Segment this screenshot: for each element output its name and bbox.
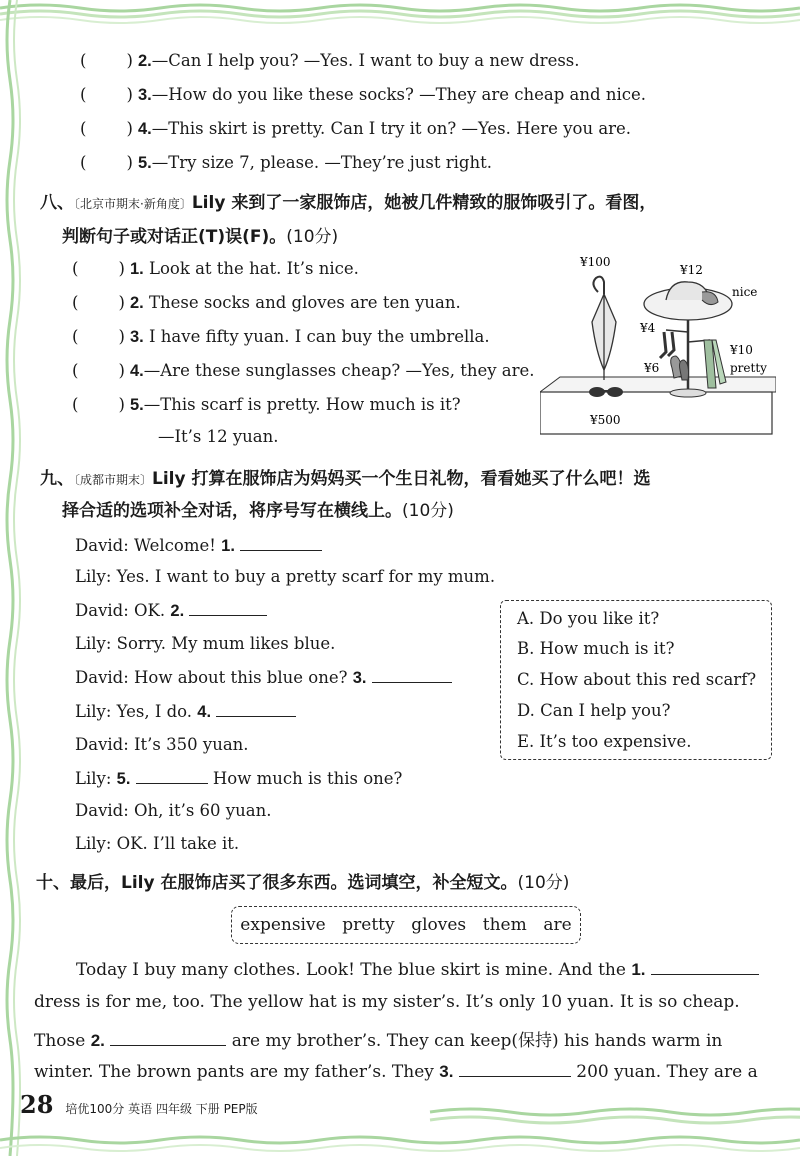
passage-line-3: Those 2. are my brother’s. They can keep(保持) his hands warm in bbox=[34, 1031, 723, 1051]
item-text: —Try size 7, please. —They’re just right. bbox=[151, 153, 492, 172]
price-umbrella: ¥100 bbox=[580, 255, 611, 269]
p8-item-3 bbox=[72, 326, 490, 348]
item-number: 3. bbox=[130, 328, 144, 346]
part10-heading: 十、最后，Lily 在服饰店买了很多东西。选词填空，补全短文。(10分) bbox=[36, 873, 570, 893]
answer-bracket[interactable]: ( ) bbox=[72, 327, 125, 346]
answer-bracket[interactable]: ( ) bbox=[80, 85, 133, 104]
answer-blank[interactable] bbox=[189, 599, 267, 616]
gloves-icon bbox=[671, 356, 689, 380]
item-number: 4. bbox=[138, 120, 152, 138]
p7-item-5 bbox=[80, 152, 492, 174]
price-gloves: ¥6 bbox=[644, 361, 660, 375]
dialog-line: Lily: OK. I’ll take it. bbox=[75, 834, 240, 853]
item-number: 5. bbox=[130, 396, 144, 414]
answer-blank[interactable] bbox=[216, 700, 296, 717]
score: (10分) bbox=[402, 501, 454, 521]
word-option: them bbox=[482, 915, 527, 935]
item-number: 5. bbox=[138, 154, 152, 172]
price-socks: ¥4 bbox=[640, 321, 656, 335]
answer-bracket[interactable]: ( ) bbox=[80, 119, 133, 138]
item-text: These socks and gloves are ten yuan. bbox=[149, 293, 461, 312]
passage-line-4: winter. The brown pants are my father’s. They 3. 200 yuan. They are a bbox=[34, 1062, 758, 1082]
dialog-line: David: It’s 350 yuan. bbox=[75, 735, 249, 754]
answer-bracket[interactable]: ( ) bbox=[80, 153, 133, 172]
score: (10分) bbox=[286, 227, 339, 247]
answer-blank[interactable] bbox=[136, 767, 208, 784]
p8-item-5-line2: —It’s 12 yuan. bbox=[158, 427, 279, 446]
score: (10分) bbox=[517, 873, 570, 893]
p8-item-2 bbox=[72, 292, 461, 314]
item-number: 1. bbox=[130, 260, 144, 278]
word-bank bbox=[231, 906, 581, 944]
item-text: I have fifty yuan. I can buy the umbrella. bbox=[149, 327, 490, 346]
answer-bracket[interactable]: ( ) bbox=[80, 51, 133, 70]
option-a: A. Do you like it? bbox=[517, 609, 660, 628]
item-text: Look at the hat. It’s nice. bbox=[149, 259, 359, 278]
dialog-line: David: Welcome! 1. bbox=[75, 534, 322, 557]
answer-bracket[interactable]: ( ) bbox=[72, 361, 125, 380]
item-text: —Can I help you? —Yes. I want to buy a new dress. bbox=[151, 51, 580, 70]
item-text: —How do you like these socks? —They are cheap and nice. bbox=[151, 85, 646, 104]
part8-heading-line2: 判断句子或对话正(T)误(F)。(10分) bbox=[62, 227, 339, 247]
dialog-line: Lily: 5. How much is this one? bbox=[75, 769, 403, 788]
dialog-line: Lily: Sorry. My mum likes blue. bbox=[75, 634, 336, 653]
source-tag: 〔北京市期末·新角度〕 bbox=[74, 197, 192, 211]
answer-bracket[interactable]: ( ) bbox=[72, 395, 125, 414]
dialog-line: David: OK. 2. bbox=[75, 599, 267, 622]
item-number: 2. bbox=[130, 294, 144, 312]
passage-line-2: dress is for me, too. The yellow hat is my sister’s. It’s only 10 yuan. It is so cheap. bbox=[34, 992, 740, 1012]
part8-heading: 八、〔北京市期末·新角度〕Lily 来到了一家服饰店，她被几件精致的服饰吸引了。看图， bbox=[40, 193, 657, 213]
option-d: D. Can I help you? bbox=[517, 701, 671, 720]
display-table bbox=[540, 392, 772, 434]
word-option: pretty bbox=[342, 915, 395, 935]
price-sunglasses: ¥500 bbox=[590, 413, 621, 427]
word-option: gloves bbox=[411, 915, 467, 935]
book-info: 培优100分 英语 四年级 下册 PEP版 bbox=[65, 1102, 258, 1116]
dialog-line: David: Oh, it’s 60 yuan. bbox=[75, 801, 272, 820]
option-c: C. How about this red scarf? bbox=[517, 670, 757, 689]
socks-icon bbox=[660, 332, 674, 358]
left-wave-border bbox=[0, 0, 28, 1156]
option-b: B. How much is it? bbox=[517, 639, 675, 658]
item-number: 2. bbox=[138, 52, 152, 70]
p7-item-3 bbox=[80, 84, 646, 106]
option-e: E. It’s too expensive. bbox=[517, 732, 692, 751]
answer-blank[interactable] bbox=[240, 534, 322, 551]
passage-line-1: Today I buy many clothes. Look! The blue skirt is mine. And the 1. bbox=[76, 958, 800, 980]
item-text: —This scarf is pretty. How much is it? bbox=[143, 395, 461, 414]
p7-item-2 bbox=[80, 50, 580, 72]
p8-item-4 bbox=[72, 360, 535, 382]
item-text: —This skirt is pretty. Can I try it on? —Yes. Here you are. bbox=[151, 119, 632, 138]
answer-blank[interactable] bbox=[372, 666, 452, 683]
answer-bracket[interactable]: ( ) bbox=[72, 259, 125, 278]
answer-blank[interactable] bbox=[651, 958, 759, 975]
scarf-icon bbox=[704, 340, 726, 388]
p8-item-5 bbox=[72, 394, 461, 416]
word-option: are bbox=[543, 915, 572, 935]
item-text: —Are these sunglasses cheap? —Yes, they are. bbox=[143, 361, 535, 380]
hat-icon bbox=[644, 282, 732, 320]
shop-picture bbox=[540, 252, 776, 438]
options-box bbox=[500, 600, 772, 760]
page-footer bbox=[20, 1090, 258, 1119]
part9-heading: 九、〔成都市期末〕Lily 打算在服饰店为妈妈买一个生日礼物，看看她买了什么吧！选 bbox=[40, 469, 651, 489]
answer-blank[interactable] bbox=[459, 1060, 571, 1077]
umbrella-icon bbox=[592, 277, 616, 380]
answer-blank[interactable] bbox=[110, 1029, 226, 1046]
dialog-line: Lily: Yes, I do. 4. bbox=[75, 700, 296, 723]
source-tag: 〔成都市期末〕 bbox=[74, 473, 153, 487]
label-pretty: pretty bbox=[730, 361, 767, 375]
top-wave-border bbox=[0, 0, 800, 40]
page-number: 28 bbox=[20, 1090, 54, 1119]
answer-bracket[interactable]: ( ) bbox=[72, 293, 125, 312]
part9-heading-line2: 择合适的选项补全对话，将序号写在横线上。(10分) bbox=[62, 501, 454, 521]
dialog-line: David: How about this blue one? 3. bbox=[75, 666, 452, 689]
word-option: expensive bbox=[240, 915, 326, 935]
item-number: 3. bbox=[138, 86, 152, 104]
p7-item-4 bbox=[80, 118, 631, 140]
price-scarf: ¥10 bbox=[730, 343, 753, 357]
label-nice: nice bbox=[732, 285, 758, 299]
p8-item-1 bbox=[72, 258, 359, 280]
dialog-line: Lily: Yes. I want to buy a pretty scarf for my mum. bbox=[75, 567, 496, 586]
item-number: 4. bbox=[130, 362, 144, 380]
price-hat: ¥12 bbox=[680, 263, 703, 277]
